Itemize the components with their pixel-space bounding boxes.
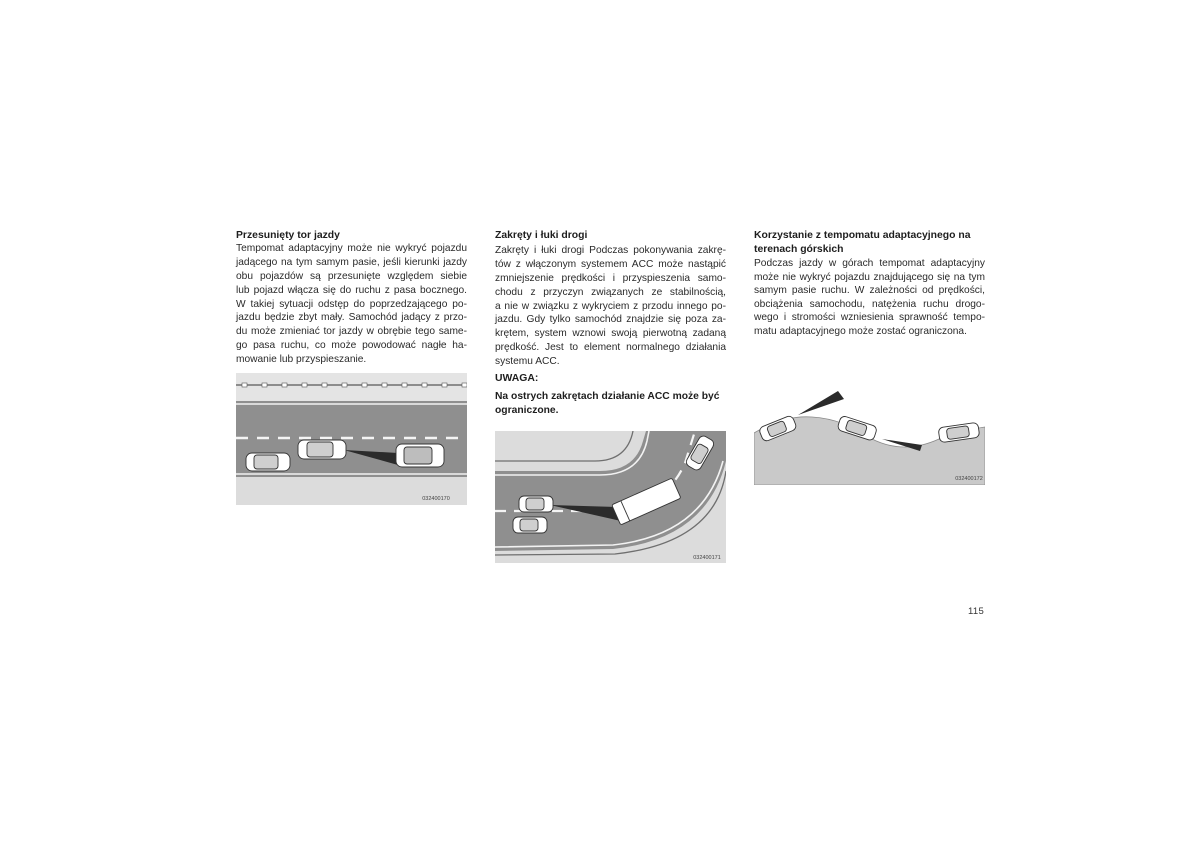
body-line: go pasa ruchu, co może powodować nagłe ha-: [236, 340, 467, 352]
body-line: samym pasie ruchu. W zależności od prędkości,: [754, 285, 985, 296]
figure-code: 032400170: [422, 496, 450, 502]
section-heading: terenach górskich: [754, 243, 844, 255]
body-line: jadącego na tym samym pasie, jeśli kierunki jazdy: [236, 256, 467, 268]
car-adjacent: [513, 517, 547, 533]
figure-code: 032400172: [955, 476, 983, 482]
body-line: chodu z przyczyn związanych ze stabilnością,: [495, 286, 726, 298]
body-line: jazdu będzie zbyt mały. Samochód jadący z przo-: [236, 312, 467, 324]
body-line: matu adaptacyjnego może zostać ograniczona.: [754, 325, 967, 337]
section-mountains-body: [754, 257, 985, 338]
section-offset-lane: [236, 229, 467, 243]
body-line: W takiej sytuacji odstęp do poprzedzającego po-: [236, 298, 467, 310]
section-heading: Zakręty i łuki drogi: [495, 230, 588, 241]
figure-curve: [495, 431, 726, 563]
body-line: Podczas jazdy w górach tempomat adaptacyjny: [754, 258, 985, 269]
body-line: prędkość. Jest to element normalnego działania: [495, 342, 726, 354]
warning-line: Na ostrych zakrętach działanie ACC może być: [495, 391, 720, 402]
page-number: 115: [968, 606, 985, 617]
body-line: tów z włączonym systemem ACC może nastąpić: [495, 258, 726, 270]
body-line: zmniejszenie prędkości i przyspieszenia samo-: [495, 272, 726, 284]
figure-offset-lane: [236, 373, 467, 505]
section-mountains: [754, 229, 985, 257]
body-line: wego i stromości wzniesienia sprawność tempo-: [754, 312, 985, 323]
roadside-top: [236, 373, 467, 401]
figure-hills: [754, 355, 985, 485]
body-line: Tempomat adaptacyjny może nie wykryć pojazdu: [236, 243, 467, 254]
body-line: obu pojazdów są przesunięte względem siebie: [236, 270, 467, 282]
section-heading: Korzystanie z tempomatu adaptacyjnego na: [754, 230, 971, 241]
body-line: mowanie lub przyspieszanie.: [236, 354, 367, 366]
section-offset-lane-body: [236, 242, 467, 367]
body-line: jazdu. Gdy tylko samochód znajdzie się poza za-: [495, 314, 726, 326]
figure-curve-illustration: [495, 431, 726, 563]
body-line: lub pojazd włącza się do ruchu z pasa bocznego.: [236, 284, 467, 296]
body-line: może nie wykryć pojazdu znajdującego się na tym: [754, 271, 985, 283]
warning-label: UWAGA:: [495, 373, 539, 384]
body-line: systemu ACC.: [495, 356, 560, 368]
body-line: du może zmieniać tor jazdy w obrębie tego same-: [236, 326, 467, 338]
car-with-acc: [519, 496, 553, 512]
body-line: obciążenia samochodu, natężenia ruchu drogo-: [754, 298, 985, 310]
figure-hills-illustration: [754, 355, 985, 485]
body-line: a nie w związku z wykryciem z przodu innego po-: [495, 300, 726, 312]
car-ahead: [396, 444, 444, 467]
warning-text: [495, 390, 726, 418]
section-curves: [495, 229, 726, 243]
section-heading: Przesunięty tor jazdy: [236, 230, 340, 241]
figure-code: 032400171: [693, 555, 721, 561]
section-curves-body: [495, 244, 726, 369]
warning-line: ograniczone.: [495, 404, 559, 416]
warning-block: [495, 372, 726, 386]
car-rear: [246, 453, 290, 471]
body-line: krętem, system wznowi swoją pierwotną zadaną: [495, 328, 726, 340]
body-line: Zakręty i łuki drogi Podczas pokonywania zakrę-: [495, 245, 726, 256]
figure-offset-lane-illustration: [236, 373, 467, 505]
car-with-acc: [298, 440, 346, 459]
